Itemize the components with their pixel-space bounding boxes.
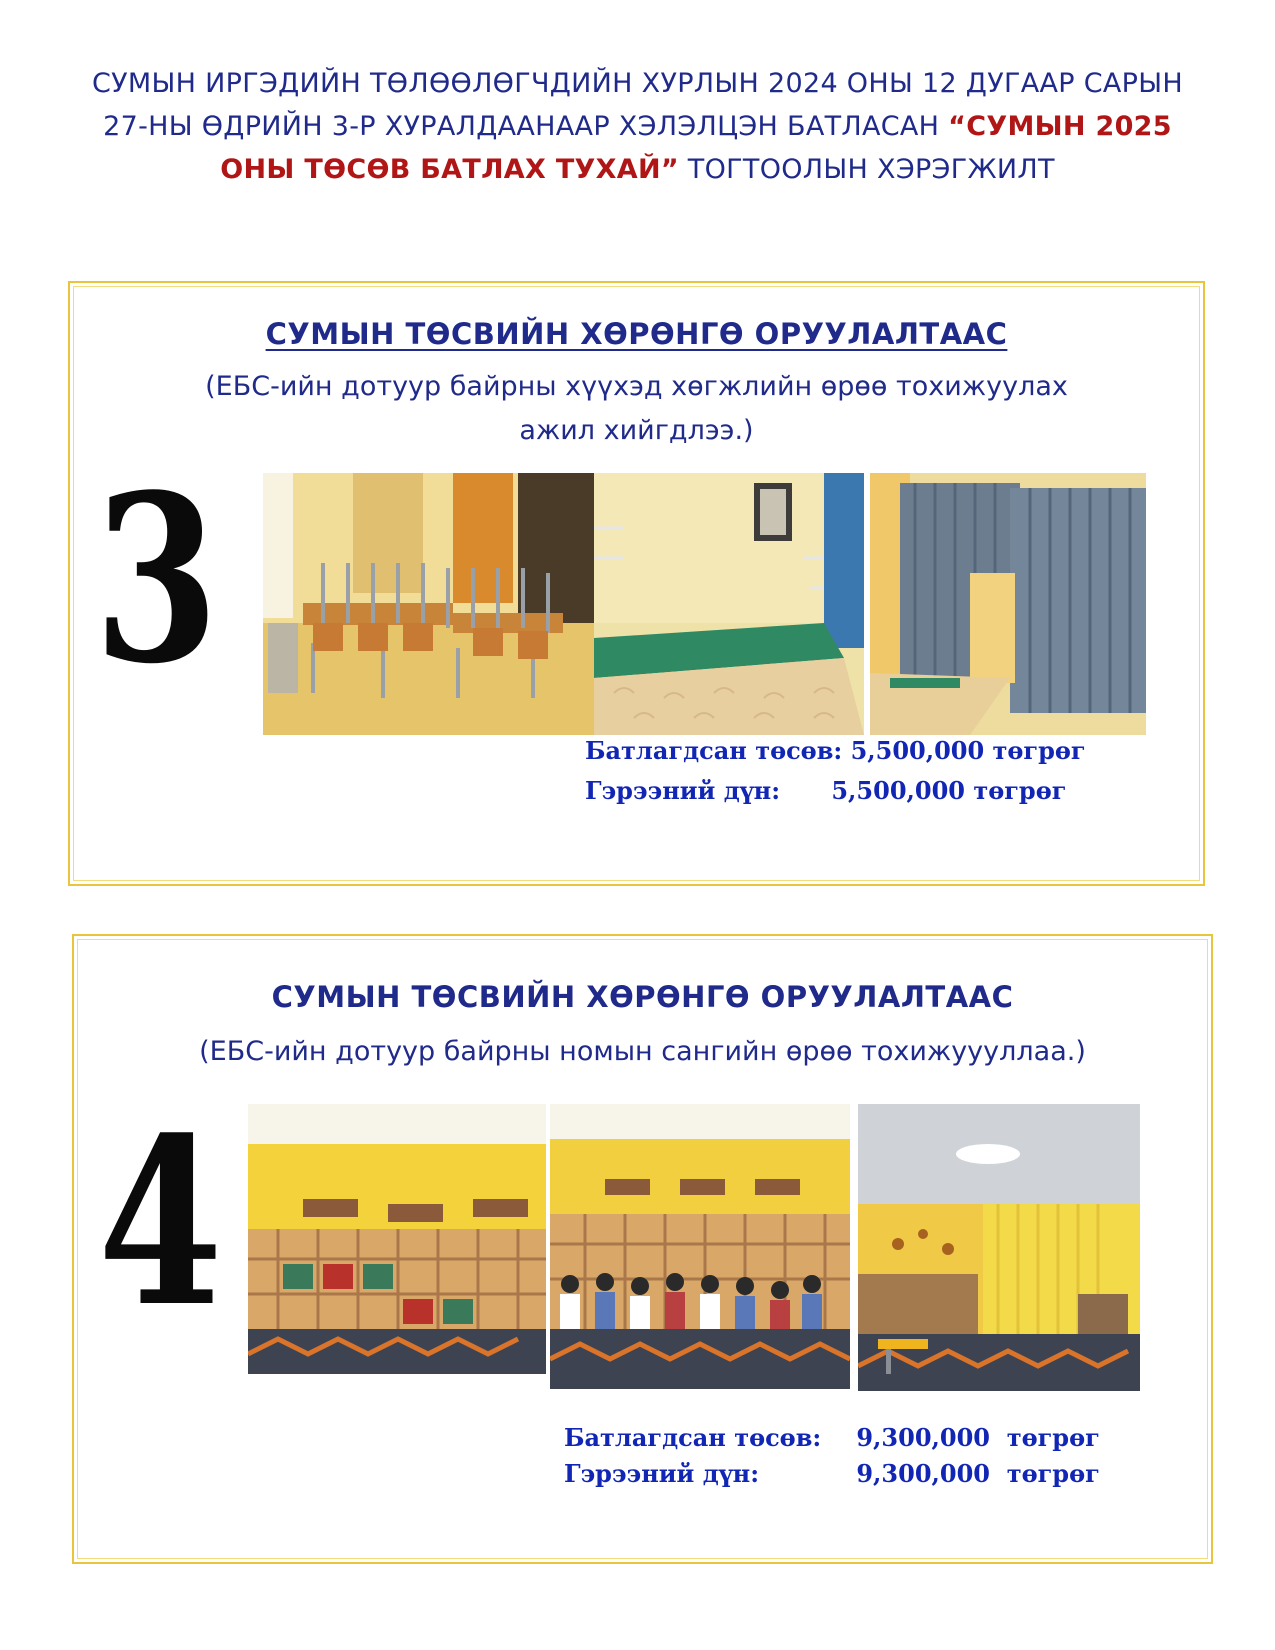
photo-desks-room xyxy=(263,473,597,735)
contract-unit: төгрөг xyxy=(1006,1459,1100,1488)
budget-value: 9,300,000 xyxy=(856,1423,990,1452)
header-line-2-text: 27-НЫ ӨДРИЙН 3-Р ХУРАЛДААНААР ХЭЛЭЛЦЭН БАТЛАСАН xyxy=(103,111,949,142)
section-subtitle-line-2: ажил хийгдлээ.) xyxy=(519,415,754,446)
finance-block xyxy=(564,1420,1100,1492)
contract-value: 9,300,000 xyxy=(856,1459,990,1488)
photo-reading-room xyxy=(858,1104,1140,1391)
header-line-2 xyxy=(60,105,1215,148)
photo-grey-curtains-room xyxy=(870,473,1146,735)
header-highlight-2: ОНЫ ТӨСӨВ БАТЛАХ ТУХАЙ” xyxy=(220,154,679,185)
header-highlight-1: “СУМЫН 2025 xyxy=(948,111,1172,142)
section-panel-3 xyxy=(68,281,1205,886)
section-number: 4 xyxy=(98,1088,223,1358)
header-line-1: СУМЫН ИРГЭДИЙН ТӨЛӨӨЛӨГЧДИЙН ХУРЛЫН 2024 ОНЫ 12 ДУГААР САРЫН xyxy=(92,68,1183,99)
photo-library-shelves xyxy=(248,1104,546,1374)
budget-row xyxy=(564,1420,1100,1456)
section-title: СУМЫН ТӨСВИЙН ХӨРӨНГӨ ОРУУЛАЛТААС xyxy=(271,980,1014,1014)
document-header xyxy=(60,62,1215,191)
header-line-3 xyxy=(60,148,1215,191)
budget-row xyxy=(585,731,1086,771)
section-subtitle-line-1: (ЕБС-ийн дотуур байрны хүүхэд хөгжлийн өрөө тохижуулах xyxy=(205,371,1068,402)
budget-label: Батлагдсан төсөв: xyxy=(585,736,843,765)
header-line-3-text: ТОГТООЛЫН ХЭРЭГЖИЛТ xyxy=(678,154,1055,185)
section-subtitle: (ЕБС-ийн дотуур байрны номын сангийн өрөө тохижуууллаа.) xyxy=(199,1036,1086,1067)
contract-label: Гэрээний дүн: xyxy=(564,1459,760,1488)
section-subtitle xyxy=(70,365,1203,453)
contract-row xyxy=(585,771,1086,811)
contract-value: 5,500,000 төгрөг xyxy=(831,776,1067,805)
section-number: 3 xyxy=(94,445,219,715)
photo-children-library xyxy=(550,1104,850,1389)
contract-row xyxy=(564,1456,1100,1492)
contract-label: Гэрээний дүн: xyxy=(585,776,781,805)
budget-value: 5,500,000 төгрөг xyxy=(850,736,1086,765)
budget-label: Батлагдсан төсөв: xyxy=(564,1423,822,1452)
photo-green-carpet-room xyxy=(594,473,864,735)
section-panel-4 xyxy=(72,934,1213,1564)
section-title: СУМЫН ТӨСВИЙН ХӨРӨНГӨ ОРУУЛАЛТААС xyxy=(265,317,1008,351)
finance-block xyxy=(585,731,1086,811)
budget-unit: төгрөг xyxy=(1006,1423,1100,1452)
